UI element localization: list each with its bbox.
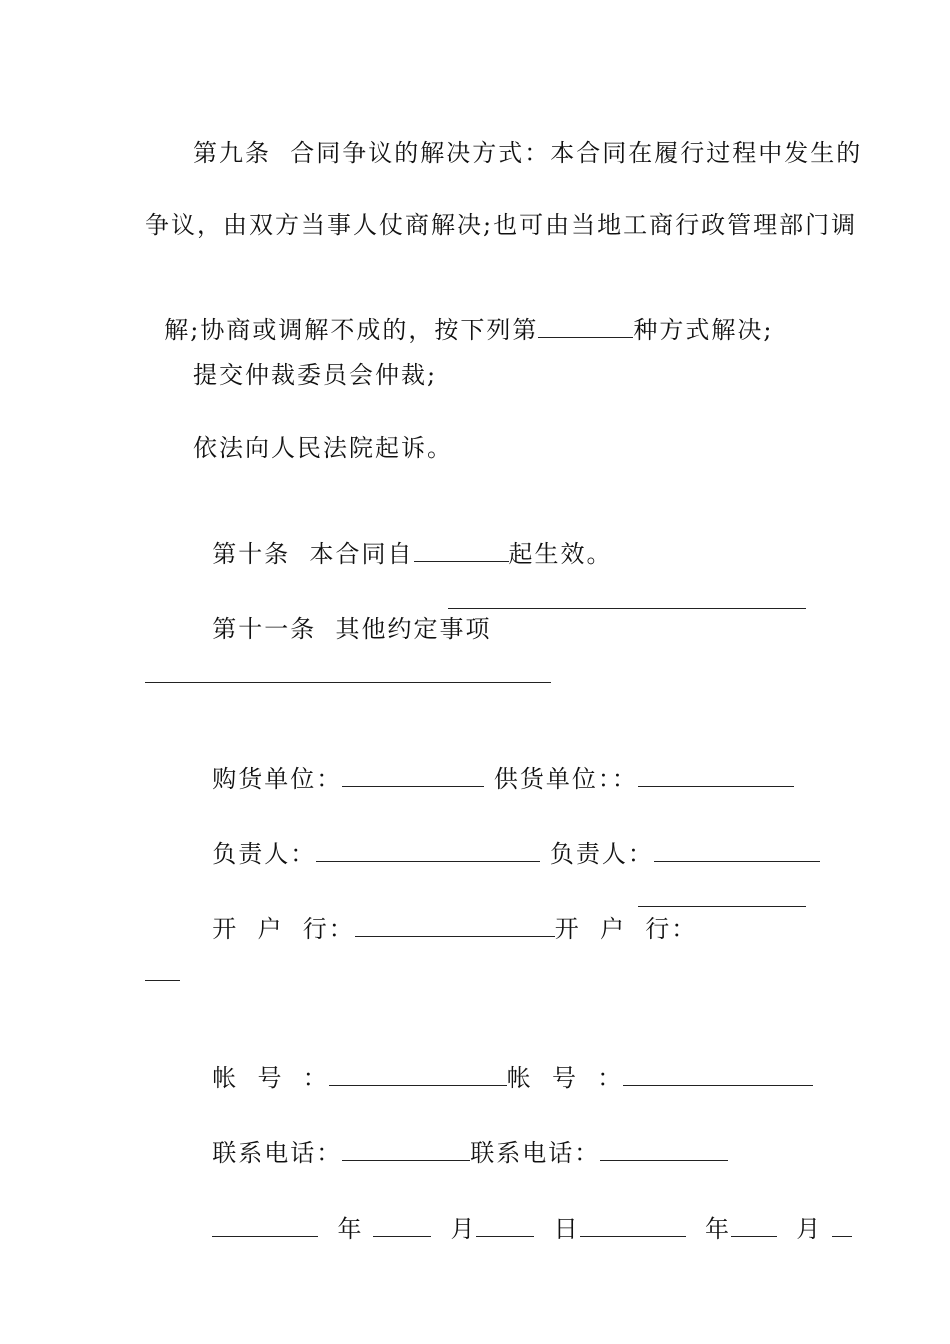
phone-row [193,1108,728,1168]
buyer-account-label: 帐 号 ： [212,1064,329,1092]
supplier-unit-label: 供货单位：： [493,765,638,793]
article10 [193,509,613,569]
dispute-method-blank [538,315,633,338]
buyer-unit-row [193,734,794,794]
article9-line3-pre: 解;协商或调解不成的，按下列第 [164,316,539,344]
supplier-bank-blank [638,906,806,907]
buyer-day-label: 日 [553,1215,580,1243]
buyer-account-blank [329,1063,507,1086]
buyer-person-label: 负责人： [212,840,317,868]
supplier-year-blank [580,1214,686,1237]
article9-line2: 争议，由双方当事人仗商解决;也可由当地工商行政管理部门调 [145,211,858,239]
buyer-year-blank [212,1214,318,1237]
buyer-year-label: 年 [337,1215,364,1243]
article9-line3-post: 种方式解决; [633,316,774,344]
supplier-bank-blank-continued [145,980,180,981]
article10-post: 起生效。 [508,540,613,568]
arbitration-option: 提交仲裁委员会仲裁; [193,361,438,389]
buyer-unit-label: 购货单位： [212,765,343,793]
article11-blank-line1 [448,608,806,609]
litigation-option: 依法向人民法院起诉。 [193,434,453,462]
date-row [193,1184,852,1244]
article11-blank-line2 [145,682,551,683]
buyer-phone-blank [342,1138,470,1161]
supplier-person-blank [654,839,820,862]
buyer-month-blank [373,1214,431,1237]
buyer-month-label: 月 [450,1215,477,1243]
article11-label: 第十一条 其他约定事项 [212,615,492,643]
effective-date-blank [414,539,509,562]
supplier-phone-blank [600,1138,728,1161]
supplier-phone-label: 联系电话： [470,1139,601,1167]
supplier-day-blank [832,1214,852,1237]
supplier-account-label: 帐 号 ： [506,1064,624,1092]
article9-line1: 第九条 合同争议的解决方式：本合同在履行过程中发生的 [193,139,863,167]
article9-line3 [145,285,773,345]
bank-row [193,884,697,944]
supplier-person-label: 负责人： [549,840,654,868]
supplier-month-blank [731,1214,777,1237]
supplier-account-blank [623,1063,813,1086]
buyer-bank-label: 开 户 行： [212,915,355,943]
supplier-month-label: 月 [796,1215,823,1243]
buyer-phone-label: 联系电话： [212,1139,343,1167]
supplier-bank-label: 开 户 行： [554,915,698,943]
article11 [193,584,492,644]
supplier-unit-blank [638,764,794,787]
buyer-day-blank [476,1214,534,1237]
buyer-person-blank [316,839,540,862]
article10-pre: 第十条 本合同自 [212,540,414,568]
supplier-year-label: 年 [704,1215,731,1243]
account-row [193,1033,813,1093]
person-row [193,809,820,869]
buyer-unit-blank [342,764,484,787]
buyer-bank-blank [355,914,555,937]
